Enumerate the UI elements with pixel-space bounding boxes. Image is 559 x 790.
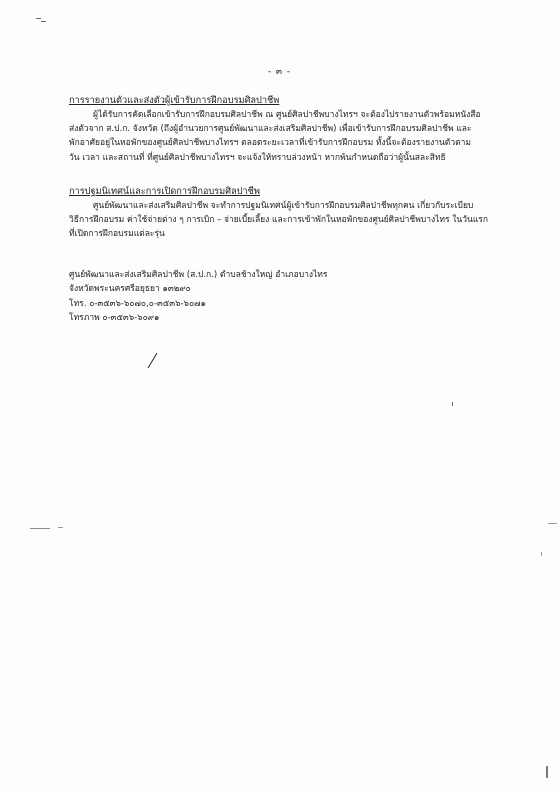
contact-fax: โทรภาพ ๐-๓๕๓๖-๖๐๙๑ — [69, 313, 160, 324]
contact-province: จังหวัดพระนครศรีอยุธยา ๑๓๒๙๐ — [69, 284, 191, 295]
pen-stroke-mark — [146, 350, 160, 370]
scan-dash-mark — [548, 523, 557, 524]
scan-edge-mark — [546, 766, 548, 778]
contact-block — [69, 268, 489, 326]
scan-dash-mark — [30, 528, 50, 529]
section-reporting — [69, 94, 495, 165]
scan-speck — [541, 552, 542, 556]
paragraph-line: วัน เวลา และสถานที่ ที่ศูนย์ศิลปาชีพบางไทรฯ จะแจ้งให้ทราบล่วงหน้า หากพ้นกำหนดถือว่าผู้นั้นสละสิทธิ — [69, 152, 446, 163]
section-heading: การรายงานตัวและส่งตัวผู้เข้ารับการฝึกอบรมศิลปาชีพ — [69, 95, 280, 106]
paragraph-line: ผู้ได้รับการคัดเลือกเข้ารับการฝึกอบรมศิลปาชีพ ณ ศูนย์ศิลปาชีพบางไทรฯ จะต้องไปรายงานตัวพร้อมหนังสือ — [93, 110, 481, 120]
scan-dash-mark — [58, 527, 63, 528]
section-paragraph — [69, 108, 495, 165]
page-number: - ๓ - — [267, 67, 292, 77]
section-heading: การปฐมนิเทศน์และการเปิดการฝึกอบรมศิลปาชีพ — [69, 186, 260, 197]
contact-org: ศูนย์พัฒนาและส่งเสริมศิลปาชีพ (ส.ป.ก.) ตำบลช้างใหญ่ อำเภอบางไทร — [69, 270, 328, 280]
paragraph-line: ที่เปิดการฝึกอบรมแต่ละรุ่น — [69, 229, 165, 240]
section-orientation — [69, 185, 495, 242]
contact-phone: โทร. ๐-๓๕๓๖-๖๐๗๐,๐-๓๕๓๖-๖๐๗๑ — [69, 298, 206, 309]
paragraph-line: ศูนย์พัฒนาและส่งเสริมศิลปาชีพ จะทำการปฐมนิเทศน์ผู้เข้ารับการฝึกอบรมศิลปาชีพทุกคน เกี่ยวกับระเบียบ — [93, 201, 474, 211]
section-paragraph — [69, 199, 495, 242]
scan-speck — [41, 21, 46, 22]
paragraph-line: พักอาศัยอยู่ในหอพักของศูนย์ศิลปาชีพบางไทรฯ ตลอดระยะเวลาที่เข้ารับการฝึกอบรม ทั้งนี้จะต้องรายงานตัวตาม — [69, 138, 471, 149]
paragraph-line: วิธีการฝึกอบรม ค่าใช้จ่ายต่าง ๆ การเบิก – จ่ายเบี้ยเลี้ยง และการเข้าพักในหอพักของศูนย์ศิลปาชีพบางไทร ในวันแรก — [69, 215, 489, 226]
paragraph-line: ส่งตัวจาก ส.ป.ก. จังหวัด (ถึงผู้อำนวยการศูนย์พัฒนาและส่งเสริมศิลปาชีพ) เพื่อเข้ารับการฝึกอบรมศิลปาชีพ และ — [69, 124, 472, 135]
scan-speck — [36, 18, 41, 19]
scan-speck — [452, 402, 453, 406]
